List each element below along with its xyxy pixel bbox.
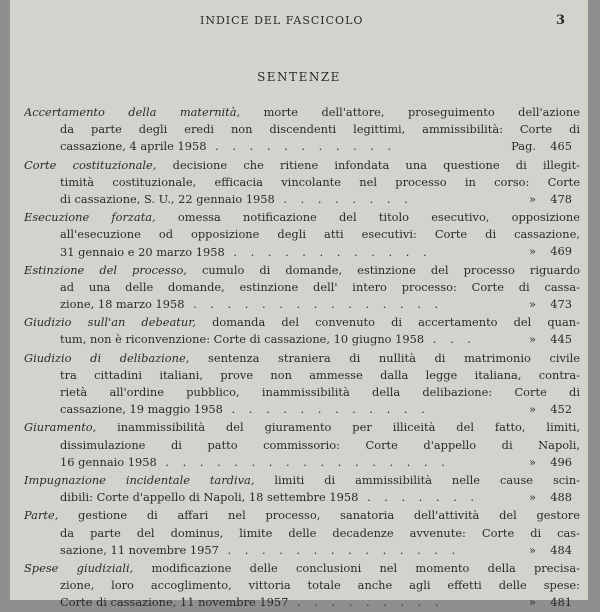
entry-line [24, 262, 580, 279]
entry-text: sazione, 11 novembre 1957 [60, 542, 219, 557]
index-entry [24, 209, 580, 261]
entry-text: domanda del convenuto di accertamento del quan- [196, 315, 580, 330]
index-entries [24, 104, 580, 612]
index-entry [24, 157, 580, 209]
index-entry [24, 314, 580, 348]
entry-line [24, 560, 580, 577]
page-label: » [529, 244, 536, 259]
entry-text: rietà all'ordine pubblico, inammissibilità della delibazione: Corte di [60, 385, 580, 399]
page-number: 481 [550, 595, 572, 610]
entry-line [24, 594, 540, 611]
entry-line [24, 244, 540, 261]
entry-line [24, 174, 580, 191]
entry-text: tra cittadini italiani, prove non ammesse dalla legge italiana, contra- [60, 367, 580, 382]
entry-text: all'esecuzione od opposizione degli atti esecutivi: Corte di cassazione, [60, 227, 580, 242]
entry-line [24, 104, 580, 121]
entry-line [24, 157, 580, 174]
page-number: 445 [550, 332, 572, 347]
entry-line [24, 367, 580, 384]
entry-page-ref [529, 401, 572, 418]
entry-text: timità costituzionale, efficacia vincolante nel processo in corso: Corte [60, 174, 580, 189]
entry-text: gestione di affari nel processo, sanatoria dell'attività del gestore [58, 508, 580, 523]
entry-text: sentenza straniera di nullità di matrimonio civile [189, 350, 580, 365]
entry-text: ad una delle domande, estinzione dell' intero processo: Corte di cassa- [60, 279, 580, 294]
entry-line [24, 454, 540, 471]
index-entry [24, 350, 580, 419]
entry-term: Estinzione del processo, [24, 262, 187, 277]
leader-dots: . . . . . . . . [274, 191, 413, 206]
entry-text: di cassazione, S. U., 22 gennaio 1958 [60, 191, 275, 206]
page-label: » [529, 595, 536, 610]
index-entry [24, 507, 580, 559]
entry-line [24, 331, 540, 348]
entry-line [24, 350, 580, 367]
leader-dots: . . . . . . . . . . . . . . [218, 542, 461, 557]
entry-term: Accertamento della maternità, [24, 105, 241, 119]
entry-text: cassazione, 19 maggio 1958 [60, 402, 223, 417]
index-entry [24, 560, 580, 612]
entry-text: Corte di cassazione, 11 novembre 1957 [60, 595, 289, 610]
entry-line [24, 209, 580, 226]
entry-line [24, 489, 540, 506]
page-label: » [529, 191, 536, 206]
leader-dots: . . . . . . . . . . . . [222, 402, 430, 417]
page-number: 469 [550, 244, 572, 259]
entry-term: Impugnazione incidentale tardiva, [24, 472, 255, 487]
leader-dots: . . . . . . . . . . . [206, 139, 397, 154]
entry-line [24, 191, 540, 208]
entry-text: modificazione delle conclusioni nel momento della precisa- [133, 560, 580, 575]
entry-line [24, 226, 580, 243]
entry-text: cassazione, 4 aprile 1958 [60, 139, 207, 154]
entry-text: dissimulazione di patto commissorio: Corte d'appello di Napoli, [60, 437, 580, 452]
page-label: » [529, 332, 536, 347]
leader-dots: . . . . . . . . . [288, 595, 444, 610]
entry-page-ref [529, 191, 572, 208]
entry-page-ref [511, 138, 572, 155]
header-page-number: 3 [555, 13, 566, 28]
entry-line [24, 384, 580, 401]
page-number: 496 [550, 454, 572, 469]
entry-text: da parte degli eredi non discendenti legittimi, ammissibilità: Corte di [60, 122, 580, 137]
entry-text: 16 gennaio 1958 [60, 454, 157, 469]
page-number: 452 [550, 402, 572, 417]
page-label: » [529, 454, 536, 469]
entry-text: zione, loro accoglimento, vittoria totale anche agli effetti delle spese: [60, 578, 580, 593]
page-label: » [529, 542, 536, 557]
page-number: 465 [550, 139, 572, 154]
entry-line [24, 121, 580, 138]
entry-term: Corte costituzionale, [24, 157, 157, 172]
index-entry [24, 262, 580, 314]
entry-page-ref [529, 489, 572, 506]
entry-page-ref [529, 594, 572, 611]
entry-text: morte dell'attore, proseguimento dell'azione [240, 105, 580, 119]
page-label: » [529, 490, 536, 505]
leader-dots: . . . [424, 332, 476, 347]
page-label: Pag. [511, 139, 536, 154]
entry-line [24, 437, 580, 454]
entry-text: da parte del dominus, limite delle decadenze avvenute: Corte di cas- [60, 525, 580, 540]
entry-text: omessa notificazione del titolo esecutivo, opposizione [155, 210, 580, 225]
entry-line [24, 314, 580, 331]
entry-line [24, 419, 580, 436]
entry-text: limiti di ammissibilità nelle cause scin- [254, 472, 580, 487]
entry-text: zione, 18 marzo 1958 [60, 297, 185, 312]
page-number: 484 [550, 542, 572, 557]
section-title: SENTENZE [257, 70, 341, 84]
header-title: INDICE DEL FASCICOLO [200, 14, 364, 27]
entry-text: dibili: Corte d'appello di Napoli, 18 settembre 1958 [60, 490, 359, 505]
entry-page-ref [529, 331, 572, 348]
entry-page-ref [529, 243, 572, 260]
page-label: » [529, 402, 536, 417]
page-label: » [529, 297, 536, 312]
leader-dots: . . . . . . . . . . . . . . . . . [156, 454, 450, 469]
entry-line [24, 525, 580, 542]
entry-line [24, 577, 580, 594]
entry-page-ref [529, 542, 572, 559]
entry-line [24, 472, 580, 489]
entry-page-ref [529, 454, 572, 471]
entry-text: tum, non è riconvenzione: Corte di cassazione, 10 giugno 1958 [60, 332, 425, 347]
index-entry [24, 472, 580, 506]
index-entry [24, 104, 580, 156]
document-page [10, 0, 588, 610]
entry-term: Esecuzione forzata, [24, 210, 156, 225]
entry-line [24, 542, 540, 559]
entry-term: Giudizio sull'an debeatur, [24, 315, 197, 330]
entry-term: Giudizio di delibazione, [24, 350, 190, 365]
entry-term: Parte, [24, 508, 59, 523]
page-number: 473 [550, 297, 572, 312]
entry-term: Spese giudiziali, [24, 560, 134, 575]
entry-line [24, 138, 540, 155]
index-entry [24, 419, 580, 471]
entry-term: Giuramento, [24, 420, 97, 435]
page-number: 478 [550, 191, 572, 206]
entry-line [24, 401, 540, 418]
entry-text: inammissibilità del giuramento per illiceità del fatto, limiti, [96, 420, 580, 435]
entry-line [24, 507, 580, 524]
entry-text: cumulo di domande, estinzione del processo riguardo [186, 262, 580, 277]
page-number: 488 [550, 490, 572, 505]
entry-page-ref [529, 296, 572, 313]
entry-text: 31 gennaio e 20 marzo 1958 [60, 244, 225, 259]
leader-dots: . . . . . . . . . . . . . . . [184, 297, 444, 312]
entry-line [24, 279, 580, 296]
leader-dots: . . . . . . . [358, 490, 480, 505]
entry-line [24, 296, 540, 313]
entry-text: decisione che ritiene infondata una questione di illegit- [156, 157, 580, 172]
leader-dots: . . . . . . . . . . . . [224, 244, 432, 259]
